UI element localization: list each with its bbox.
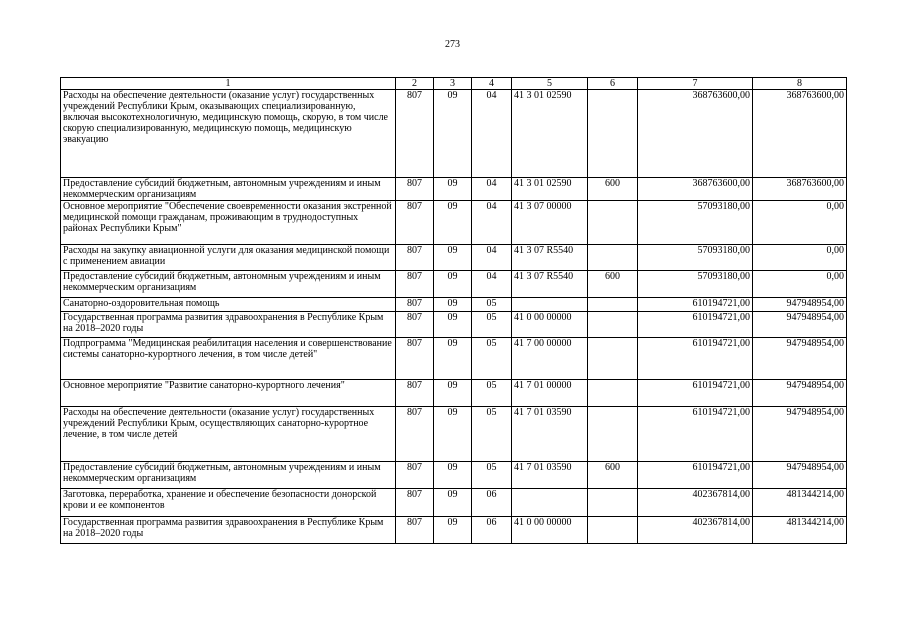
cell-expense-type [588,489,638,517]
cell-subsection: 04 [472,271,512,298]
row-name: Расходы на обеспечение деятельности (оказание услуг) государственных учреждений Республики Крым, оказывающих специализированную, включая высокотехнологичную, медицинскую помощь, скорую, в том числе скорую специализированную, медицинскую помощь, медицинскую эвакуацию [61,90,396,178]
cell-admin-code: 807 [396,338,434,380]
cell-amount-year2: 947948954,00 [753,462,847,489]
cell-section: 09 [434,517,472,544]
cell-admin-code: 807 [396,462,434,489]
cell-amount-year1: 402367814,00 [638,489,753,517]
cell-subsection: 04 [472,245,512,271]
cell-subsection: 06 [472,489,512,517]
cell-target-article: 41 3 07 00000 [512,201,588,245]
table-row [61,201,847,245]
column-header: 4 [472,78,512,90]
cell-expense-type [588,298,638,312]
cell-admin-code: 807 [396,178,434,201]
cell-amount-year1: 610194721,00 [638,298,753,312]
cell-section: 09 [434,312,472,338]
cell-expense-type [588,245,638,271]
table-row [61,312,847,338]
cell-expense-type [588,201,638,245]
cell-amount-year1: 368763600,00 [638,178,753,201]
cell-section: 09 [434,489,472,517]
cell-admin-code: 807 [396,489,434,517]
cell-subsection: 06 [472,517,512,544]
row-name: Предоставление субсидий бюджетным, автономным учреждениям и иным некоммерческим организациям [61,462,396,489]
cell-admin-code: 807 [396,201,434,245]
cell-expense-type: 600 [588,462,638,489]
column-header: 8 [753,78,847,90]
cell-subsection: 05 [472,338,512,380]
cell-target-article: 41 7 00 00000 [512,338,588,380]
table-row [61,271,847,298]
table-row [61,178,847,201]
cell-section: 09 [434,271,472,298]
table-row [61,380,847,407]
cell-expense-type [588,380,638,407]
table-row [61,338,847,380]
cell-section: 09 [434,298,472,312]
cell-amount-year2: 947948954,00 [753,380,847,407]
cell-amount-year2: 368763600,00 [753,178,847,201]
cell-amount-year1: 57093180,00 [638,201,753,245]
cell-target-article: 41 7 01 03590 [512,407,588,462]
cell-amount-year1: 610194721,00 [638,380,753,407]
row-name: Государственная программа развития здравоохранения в Республике Крым на 2018–2020 годы [61,312,396,338]
cell-section: 09 [434,90,472,178]
row-name: Санаторно-оздоровительная помощь [61,298,396,312]
cell-amount-year2: 481344214,00 [753,489,847,517]
table-row [61,298,847,312]
table-row [61,462,847,489]
cell-section: 09 [434,201,472,245]
cell-expense-type: 600 [588,178,638,201]
column-header: 1 [61,78,396,90]
cell-expense-type [588,407,638,462]
cell-admin-code: 807 [396,380,434,407]
column-header: 3 [434,78,472,90]
row-name: Предоставление субсидий бюджетным, автономным учреждениям и иным некоммерческим организациям [61,178,396,201]
cell-expense-type: 600 [588,271,638,298]
cell-section: 09 [434,380,472,407]
cell-admin-code: 807 [396,407,434,462]
column-header: 6 [588,78,638,90]
cell-amount-year1: 368763600,00 [638,90,753,178]
cell-amount-year1: 610194721,00 [638,312,753,338]
cell-subsection: 05 [472,298,512,312]
table-row [61,245,847,271]
cell-subsection: 04 [472,178,512,201]
cell-expense-type [588,312,638,338]
cell-section: 09 [434,407,472,462]
column-header: 2 [396,78,434,90]
row-name: Основное мероприятие "Развитие санаторно-курортного лечения" [61,380,396,407]
cell-admin-code: 807 [396,271,434,298]
cell-subsection: 04 [472,90,512,178]
cell-admin-code: 807 [396,90,434,178]
cell-section: 09 [434,462,472,489]
cell-section: 09 [434,245,472,271]
cell-expense-type [588,517,638,544]
cell-subsection: 04 [472,201,512,245]
cell-section: 09 [434,178,472,201]
cell-amount-year1: 610194721,00 [638,338,753,380]
cell-target-article: 41 7 01 03590 [512,462,588,489]
cell-amount-year1: 610194721,00 [638,407,753,462]
cell-admin-code: 807 [396,245,434,271]
cell-target-article: 41 3 01 02590 [512,90,588,178]
row-name: Подпрограмма "Медицинская реабилитация населения и совершенствование системы санаторно-курортного лечения, в том числе детей" [61,338,396,380]
table-row [61,407,847,462]
cell-target-article: 41 3 07 R5540 [512,245,588,271]
cell-amount-year2: 481344214,00 [753,517,847,544]
cell-admin-code: 807 [396,517,434,544]
row-name: Государственная программа развития здравоохранения в Республике Крым на 2018–2020 годы [61,517,396,544]
cell-subsection: 05 [472,312,512,338]
row-name: Заготовка, переработка, хранение и обеспечение безопасности донорской крови и ее компонентов [61,489,396,517]
cell-expense-type [588,338,638,380]
cell-amount-year2: 947948954,00 [753,298,847,312]
cell-subsection: 05 [472,380,512,407]
cell-target-article: 41 0 00 00000 [512,312,588,338]
cell-amount-year2: 0,00 [753,201,847,245]
row-name: Расходы на обеспечение деятельности (оказание услуг) государственных учреждений Республики Крым, осуществляющих санаторно-курортное лечение, в том числе детей [61,407,396,462]
cell-amount-year2: 947948954,00 [753,407,847,462]
cell-amount-year1: 402367814,00 [638,517,753,544]
cell-target-article [512,298,588,312]
table-row [61,517,847,544]
cell-admin-code: 807 [396,312,434,338]
cell-subsection: 05 [472,407,512,462]
budget-table [60,77,847,544]
cell-target-article: 41 3 07 R5540 [512,271,588,298]
cell-amount-year1: 57093180,00 [638,271,753,298]
cell-target-article: 41 3 01 02590 [512,178,588,201]
table-row [61,90,847,178]
page-number: 273 [445,39,460,50]
row-name: Расходы на закупку авиационной услуги для оказания медицинской помощи с применением авиации [61,245,396,271]
cell-target-article [512,489,588,517]
column-header: 7 [638,78,753,90]
cell-amount-year2: 947948954,00 [753,338,847,380]
row-name: Основное мероприятие "Обеспечение своевременности оказания экстренной медицинской помощи гражданам, проживающим в труднодоступных районах Республики Крым" [61,201,396,245]
row-name: Предоставление субсидий бюджетным, автономным учреждениям и иным некоммерческим организациям [61,271,396,298]
cell-section: 09 [434,338,472,380]
header-row [61,78,847,90]
cell-target-article: 41 0 00 00000 [512,517,588,544]
cell-amount-year2: 947948954,00 [753,312,847,338]
cell-target-article: 41 7 01 00000 [512,380,588,407]
cell-amount-year1: 610194721,00 [638,462,753,489]
column-header: 5 [512,78,588,90]
cell-amount-year2: 0,00 [753,245,847,271]
cell-expense-type [588,90,638,178]
cell-subsection: 05 [472,462,512,489]
table-row [61,489,847,517]
cell-amount-year2: 368763600,00 [753,90,847,178]
cell-admin-code: 807 [396,298,434,312]
cell-amount-year2: 0,00 [753,271,847,298]
cell-amount-year1: 57093180,00 [638,245,753,271]
